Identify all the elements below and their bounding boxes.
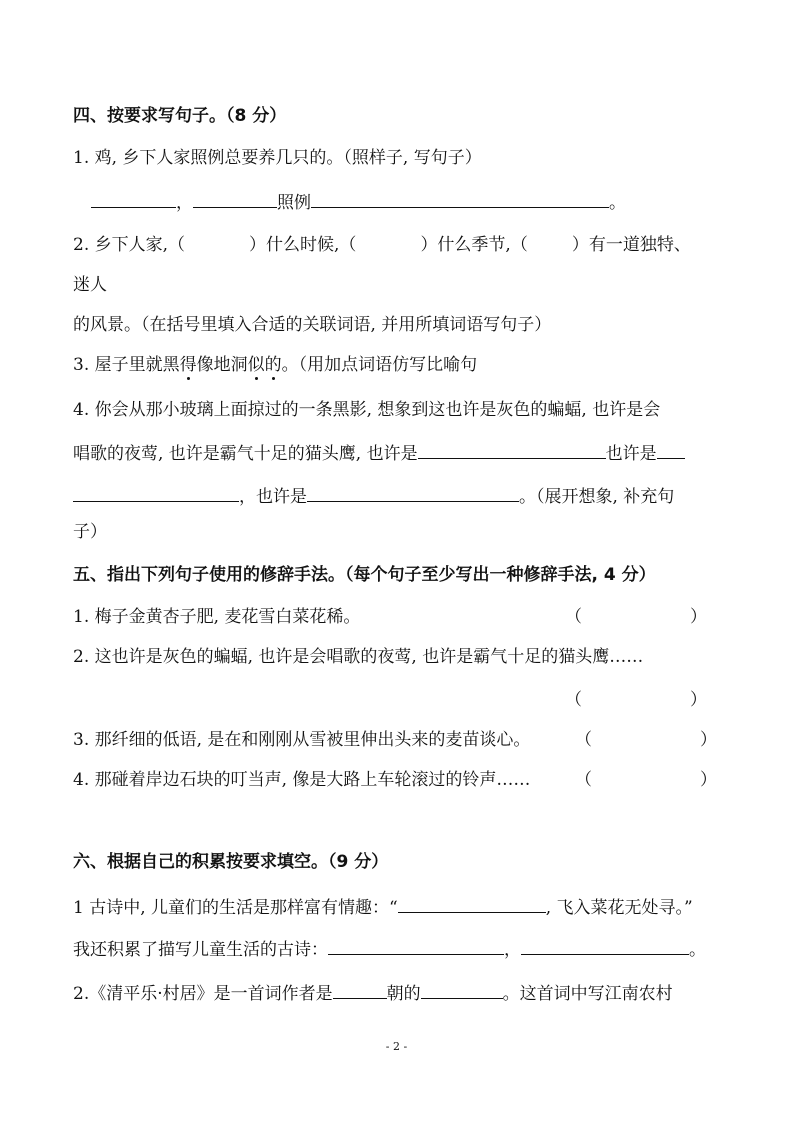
answer-blank[interactable] [91, 189, 176, 208]
s4-q4-line2: 唱歌的夜莺, 也许是霸气十足的猫头鹰, 也许是 也许是 [73, 440, 685, 466]
s4-q1-answer: ， 照例 。 [91, 189, 626, 215]
answer-blank[interactable] [73, 483, 239, 502]
answer-blank[interactable] [398, 894, 546, 913]
s4-q1: 1. 鸡, 乡下人家照例总要养几只的。（照样子, 写句子） [73, 148, 482, 168]
s4-q4-line4: 子） [73, 522, 107, 542]
s6-q1: 1 古诗中, 儿童们的生活是那样富有情趣：“ , 飞入菜花无处寻。” [73, 894, 693, 920]
answer-blank[interactable] [418, 440, 606, 459]
s4-q2: 2. 乡下人家,（ ）什么时候,（ ）什么季节,（ ）有一道独特、 [73, 235, 691, 255]
answer-blank[interactable] [311, 189, 609, 208]
answer-blank[interactable] [333, 980, 387, 999]
s5-item-1: 1. 梅子金黄杏子肥, 麦花雪白菜花稀。 [73, 607, 361, 627]
answer-paren[interactable]: （ ） [565, 690, 707, 710]
emphasis-char: 的 [264, 355, 282, 375]
answer-paren[interactable]: （ ） [565, 607, 707, 627]
s4-q2-line3: 的风景。（在括号里填入合适的关联词语, 并用所填词语写句子） [73, 315, 552, 335]
answer-paren[interactable]: （ ） [575, 770, 717, 790]
answer-blank[interactable] [328, 936, 504, 955]
answer-blank[interactable] [657, 440, 685, 459]
emphasis-char: 得 [179, 355, 197, 375]
s4-q2-line2: 迷人 [73, 275, 107, 295]
s6-q2: 2.《清平乐·村居》是一首词作者是 朝的 。这首词中写江南农村 [73, 980, 673, 1006]
answer-blank[interactable] [193, 189, 277, 208]
section-5-title: 五、指出下列句子使用的修辞手法。（每个句子至少写出一种修辞手法, 4 分） [73, 565, 656, 585]
s6-q1-extra: 我还积累了描写儿童生活的古诗： ， 。 [73, 936, 706, 962]
section-6-title: 六、根据自己的积累按要求填空。（9 分） [73, 852, 389, 872]
emphasis-char: 似 [247, 355, 265, 375]
s4-q4-line1: 4. 你会从那小玻璃上面掠过的一条黑影, 想象到这也许是灰色的蝙蝠, 也许是会 [73, 400, 661, 420]
answer-blank[interactable] [521, 936, 689, 955]
answer-paren[interactable]: （ ） [575, 730, 717, 750]
section-4-title: 四、按要求写句子。（8 分） [73, 106, 287, 126]
s4-q3: 3. 屋子里就黑得像地洞似的。（用加点词语仿写比喻句 [73, 355, 478, 375]
s4-q4-line3: ，也许是 。（展开想象, 补充句 [73, 483, 674, 509]
s5-item-2: 2. 这也许是灰色的蝙蝠, 也许是会唱歌的夜莺, 也许是霸气十足的猫头鹰…… [73, 647, 644, 667]
answer-blank[interactable] [307, 483, 519, 502]
s5-item-3: 3. 那纤细的低语, 是在和刚刚从雪被里伸出头来的麦苗谈心。 [73, 730, 531, 750]
s5-item-4: 4. 那碰着岸边石块的叮当声, 像是大路上车轮滚过的铃声…… [73, 770, 531, 790]
page-number: - 2 - [385, 1040, 408, 1053]
answer-blank[interactable] [421, 980, 503, 999]
